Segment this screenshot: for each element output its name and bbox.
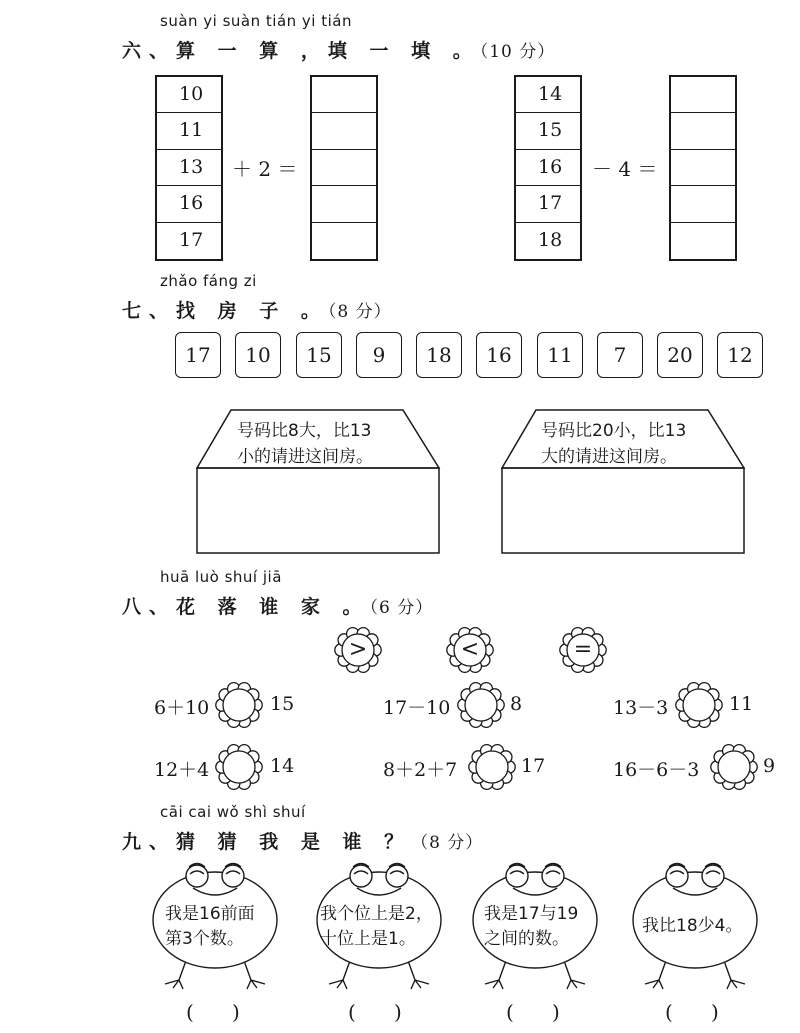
left-number-cell: 10 bbox=[157, 77, 221, 113]
number-card[interactable]: 9 bbox=[356, 332, 402, 378]
right-number-cell: 18 bbox=[538, 228, 563, 251]
frog-leg bbox=[485, 958, 507, 989]
answer-cell[interactable] bbox=[671, 77, 735, 113]
frog-3-line2: 之间的数。 bbox=[484, 929, 569, 949]
compare-right-value: 9 bbox=[763, 755, 776, 777]
flower-icon bbox=[213, 741, 265, 793]
number-card[interactable]: 17 bbox=[175, 332, 221, 378]
compare-right-value: 11 bbox=[729, 693, 754, 715]
section8-title-text: 八、花 落 谁 家 。 bbox=[122, 596, 370, 618]
section9-title-text: 九、猜 猜 我 是 谁 ？ bbox=[122, 831, 412, 853]
right-number-cell: 15 bbox=[516, 113, 580, 149]
compare-left-expr: 6＋10 bbox=[154, 697, 210, 719]
frog-leg bbox=[165, 958, 187, 989]
compare-left-expr: 8＋2＋7 bbox=[383, 759, 458, 781]
frog-leg bbox=[243, 958, 265, 989]
section6-pinyin: suàn yi suàn tián yi tián bbox=[160, 12, 352, 30]
flower-icon bbox=[455, 679, 507, 731]
left-answer-column bbox=[310, 75, 378, 261]
flower-center bbox=[465, 689, 497, 721]
right-answer-column bbox=[669, 75, 737, 261]
compare-right-value: 15 bbox=[270, 693, 295, 715]
number-card[interactable]: 11 bbox=[537, 332, 583, 378]
flower-icon bbox=[673, 679, 725, 731]
right-number-column bbox=[514, 75, 582, 261]
number-card[interactable]: 16 bbox=[476, 332, 522, 378]
right-number-cell: 16 bbox=[516, 150, 580, 186]
left-number-column bbox=[155, 75, 223, 261]
house-left-drop-zone[interactable] bbox=[198, 470, 438, 552]
frog-eye bbox=[702, 865, 724, 887]
left-number-cell: 11 bbox=[157, 113, 221, 149]
frog-2-line1: 我个位上是2， bbox=[320, 904, 433, 924]
frog-eye bbox=[186, 865, 208, 887]
frog-eye bbox=[506, 865, 528, 887]
compare-left-expr: 12＋4 bbox=[154, 759, 210, 781]
compare-flower-blank[interactable] bbox=[673, 679, 725, 731]
flower-symbol-equal[interactable] bbox=[557, 624, 609, 676]
house-right-text bbox=[541, 418, 741, 470]
section7-title bbox=[122, 296, 392, 323]
right-operation: － 4 ＝ bbox=[592, 157, 658, 181]
flower-symbol-label: = bbox=[573, 637, 593, 662]
right-number-cell: 17 bbox=[516, 186, 580, 222]
compare-flower-blank[interactable] bbox=[213, 679, 265, 731]
frog-1-line1: 我是16前面 bbox=[165, 904, 255, 924]
answer-cell[interactable] bbox=[312, 113, 376, 149]
compare-flower-blank[interactable] bbox=[466, 741, 518, 793]
house-left-line2: 小的请进这间房。 bbox=[237, 447, 373, 467]
answer-cell[interactable] bbox=[671, 223, 735, 259]
section7-pinyin: zhǎo fáng zi bbox=[160, 272, 257, 290]
house-left-text bbox=[237, 418, 437, 470]
answer-blank[interactable]: ( ) bbox=[506, 1000, 560, 1024]
number-card[interactable]: 12 bbox=[717, 332, 763, 378]
compare-right-value: 14 bbox=[270, 755, 295, 777]
compare-left-expr: 13－3 bbox=[613, 697, 669, 719]
answer-blank[interactable]: ( ) bbox=[186, 1000, 240, 1024]
frog-1-line2: 第3个数。 bbox=[165, 929, 244, 949]
frog-eye bbox=[222, 865, 244, 887]
section9-points: （8 分） bbox=[411, 833, 484, 853]
answer-cell[interactable] bbox=[312, 186, 376, 222]
right-number-cell: 14 bbox=[516, 77, 580, 113]
left-number-cell: 17 bbox=[179, 228, 204, 251]
flower-symbol-label: < bbox=[460, 637, 480, 662]
answer-blank[interactable]: ( ) bbox=[665, 1000, 719, 1024]
compare-flower-blank[interactable] bbox=[455, 679, 507, 731]
flower-center bbox=[223, 689, 255, 721]
frog-2-text bbox=[320, 902, 433, 952]
section6-title-text: 六、算 一 算 ，填 一 填 。 bbox=[122, 40, 480, 62]
flower-symbol-greater[interactable] bbox=[332, 624, 384, 676]
frog-eye bbox=[666, 865, 688, 887]
answer-cell[interactable] bbox=[312, 150, 376, 186]
flower-icon bbox=[708, 741, 760, 793]
frog-eye bbox=[386, 865, 408, 887]
section9-pinyin: cāi cai wǒ shì shuí bbox=[160, 803, 306, 821]
number-card[interactable]: 15 bbox=[296, 332, 342, 378]
answer-blank[interactable]: ( ) bbox=[348, 1000, 402, 1024]
answer-cell[interactable] bbox=[671, 150, 735, 186]
frog-1-text bbox=[165, 902, 255, 952]
flower-icon bbox=[466, 741, 518, 793]
section7-points: （8 分） bbox=[327, 302, 392, 322]
section8-title bbox=[122, 592, 433, 619]
frog-eye bbox=[350, 865, 372, 887]
frog-4-text bbox=[642, 914, 742, 939]
house-right-line1: 号码比20小，比13 bbox=[541, 421, 687, 441]
compare-left-expr: 16－6－3 bbox=[613, 759, 700, 781]
compare-flower-blank[interactable] bbox=[213, 741, 265, 793]
answer-cell[interactable] bbox=[312, 77, 376, 113]
flower-center bbox=[718, 751, 750, 783]
left-operation: ＋ 2 ＝ bbox=[232, 157, 298, 181]
compare-right-value: 8 bbox=[510, 693, 523, 715]
number-card[interactable]: 7 bbox=[597, 332, 643, 378]
section7-title-text: 七、找 房 子 。 bbox=[122, 300, 328, 322]
section6-points: （10 分） bbox=[479, 42, 556, 62]
answer-cell[interactable] bbox=[671, 113, 735, 149]
flower-center bbox=[223, 751, 255, 783]
frog-eye bbox=[542, 865, 564, 887]
section8-pinyin: huā luò shuí jiā bbox=[160, 568, 282, 586]
section9-title bbox=[122, 827, 483, 854]
compare-right-value: 17 bbox=[521, 755, 546, 777]
house-right-drop-zone[interactable] bbox=[503, 470, 743, 552]
number-card[interactable]: 18 bbox=[416, 332, 462, 378]
answer-cell[interactable] bbox=[671, 186, 735, 222]
number-card[interactable]: 20 bbox=[657, 332, 703, 378]
left-number-cell: 13 bbox=[157, 150, 221, 186]
flower-icon bbox=[213, 679, 265, 731]
frog-leg bbox=[645, 958, 667, 989]
left-number-cell: 16 bbox=[157, 186, 221, 222]
flower-symbol-less[interactable] bbox=[444, 624, 496, 676]
compare-left-expr: 17－10 bbox=[383, 697, 451, 719]
section8-points: （6 分） bbox=[369, 598, 434, 618]
frog-leg bbox=[563, 958, 585, 989]
frog-3-text bbox=[484, 902, 578, 952]
house-left-line1: 号码比8大，比13 bbox=[237, 421, 372, 441]
frog-4-line1: 我比18少4。 bbox=[642, 916, 743, 936]
section6-title bbox=[122, 36, 555, 63]
compare-flower-blank[interactable] bbox=[708, 741, 760, 793]
frog-leg bbox=[329, 958, 351, 989]
frog-leg bbox=[723, 958, 745, 989]
flower-symbol-label: > bbox=[348, 637, 368, 662]
house-right-line2: 大的请进这间房。 bbox=[541, 447, 677, 467]
answer-cell[interactable] bbox=[312, 223, 376, 259]
number-card[interactable]: 10 bbox=[235, 332, 281, 378]
frog-3-line1: 我是17与19 bbox=[484, 904, 579, 924]
frog-leg bbox=[407, 958, 429, 989]
frog-2-line2: 十位上是1。 bbox=[320, 929, 416, 949]
flower-center bbox=[476, 751, 508, 783]
flower-center bbox=[683, 689, 715, 721]
